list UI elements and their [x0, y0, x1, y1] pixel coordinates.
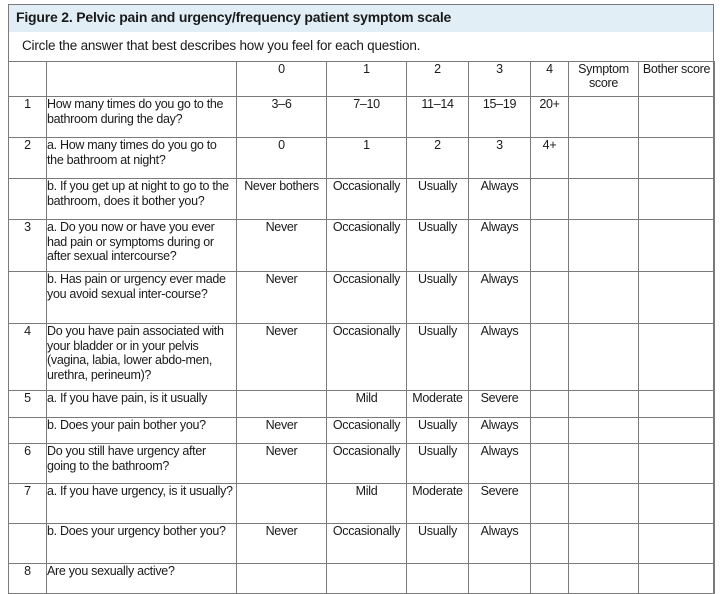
answer-3[interactable]: Always [469, 524, 531, 564]
question-text: b. Has pain or urgency ever made you avoid sexual inter-course? [47, 272, 237, 324]
table-row [9, 391, 715, 418]
row-number: 6 [9, 444, 47, 484]
answer-4[interactable] [531, 391, 569, 418]
answer-2[interactable]: Usually [407, 179, 469, 220]
table-row [9, 138, 715, 179]
table-row [9, 484, 715, 524]
answer-3[interactable]: Always [469, 324, 531, 391]
table-row [9, 97, 715, 138]
answer-3[interactable]: Always [469, 179, 531, 220]
symptom-score-cell[interactable] [569, 564, 639, 594]
answer-4[interactable]: 20+ [531, 97, 569, 138]
question-text: a. Do you now or have you ever had pain or symptoms during or after sexual intercourse? [47, 220, 237, 272]
answer-4[interactable] [531, 484, 569, 524]
answer-3[interactable]: Always [469, 418, 531, 444]
table-row [9, 220, 715, 272]
symptom-score-cell[interactable] [569, 524, 639, 564]
answer-1[interactable]: Occasionally [327, 272, 407, 324]
header-cell: 0 [237, 62, 327, 97]
answer-3[interactable]: Always [469, 444, 531, 484]
answer-1[interactable]: 7–10 [327, 97, 407, 138]
bother-score-cell[interactable] [639, 524, 715, 564]
symptom-score-cell[interactable] [569, 272, 639, 324]
answer-0[interactable]: Never [237, 444, 327, 484]
row-number: 4 [9, 324, 47, 391]
bother-score-cell[interactable] [639, 220, 715, 272]
row-number [9, 272, 47, 324]
instructions: Circle the answer that best describes how you feel for each question. [22, 38, 421, 53]
symptom-score-cell[interactable] [569, 418, 639, 444]
symptom-score-header: Symptom score [569, 62, 639, 97]
answer-2[interactable]: Usually [407, 272, 469, 324]
bother-score-cell[interactable] [639, 179, 715, 220]
question-text: a. If you have pain, is it usually [47, 391, 237, 418]
answer-1[interactable]: Occasionally [327, 324, 407, 391]
question-text: a. How many times do you go to the bathroom at night? [47, 138, 237, 179]
answer-0[interactable] [237, 484, 327, 524]
row-number: 3 [9, 220, 47, 272]
row-number: 8 [9, 564, 47, 594]
answer-1[interactable]: Occasionally [327, 220, 407, 272]
answer-2[interactable]: Usually [407, 324, 469, 391]
bother-score-cell[interactable] [639, 391, 715, 418]
answer-0[interactable]: 3–6 [237, 97, 327, 138]
table-row [9, 418, 715, 444]
symptom-score-cell[interactable] [569, 391, 639, 418]
answer-3[interactable]: Severe [469, 391, 531, 418]
answer-1[interactable]: Mild [327, 391, 407, 418]
answer-3[interactable]: Always [469, 220, 531, 272]
bother-score-cell[interactable] [639, 97, 715, 138]
row-number: 7 [9, 484, 47, 524]
table-row [9, 272, 715, 324]
answer-0[interactable]: Never [237, 272, 327, 324]
answer-2[interactable]: 11–14 [407, 97, 469, 138]
answer-1[interactable]: Occasionally [327, 524, 407, 564]
header-cell: 3 [469, 62, 531, 97]
answer-0[interactable] [237, 391, 327, 418]
header-cell [47, 62, 237, 97]
symptom-score-cell[interactable] [569, 220, 639, 272]
symptom-score-cell[interactable] [569, 444, 639, 484]
answer-2[interactable]: Usually [407, 418, 469, 444]
answer-3[interactable]: Always [469, 272, 531, 324]
bother-score-cell[interactable] [639, 484, 715, 524]
answer-0[interactable]: 0 [237, 138, 327, 179]
table-row [9, 179, 715, 220]
bother-score-cell[interactable] [639, 138, 715, 179]
answer-1[interactable] [327, 564, 407, 594]
row-number [9, 179, 47, 220]
header-row [9, 62, 715, 97]
header-cell [9, 62, 47, 97]
answer-4[interactable] [531, 524, 569, 564]
symptom-score-cell[interactable] [569, 138, 639, 179]
row-number [9, 524, 47, 564]
table-row [9, 324, 715, 391]
table-row [9, 444, 715, 484]
bother-score-cell[interactable] [639, 272, 715, 324]
bother-score-cell[interactable] [639, 444, 715, 484]
answer-3[interactable]: 15–19 [469, 97, 531, 138]
answer-1[interactable]: Occasionally [327, 444, 407, 484]
header-cell: 1 [327, 62, 407, 97]
answer-0[interactable]: Never [237, 524, 327, 564]
answer-4[interactable] [531, 564, 569, 594]
answer-4[interactable] [531, 220, 569, 272]
question-text: Are you sexually active? [47, 564, 237, 594]
answer-4[interactable] [531, 272, 569, 324]
symptom-score-cell[interactable] [569, 97, 639, 138]
answer-2[interactable]: Moderate [407, 484, 469, 524]
answer-0[interactable] [237, 564, 327, 594]
symptom-score-cell[interactable] [569, 179, 639, 220]
question-text: b. Does your pain bother you? [47, 418, 237, 444]
answer-4[interactable] [531, 444, 569, 484]
table-row [9, 564, 715, 594]
answer-2[interactable]: Usually [407, 220, 469, 272]
question-text: Do you have pain associated with your bladder or in your pelvis (vagina, labia, lower abdo-men, urethra, perineum)? [47, 324, 237, 391]
answer-4[interactable]: 4+ [531, 138, 569, 179]
answer-2[interactable]: Usually [407, 444, 469, 484]
answer-4[interactable] [531, 418, 569, 444]
answer-3[interactable]: Severe [469, 484, 531, 524]
symptom-score-cell[interactable] [569, 484, 639, 524]
figure-title: Figure 2. Pelvic pain and urgency/frequency patient symptom scale [16, 9, 452, 25]
question-text: Do you still have urgency after going to the bathroom? [47, 444, 237, 484]
question-text: a. If you have urgency, is it usually? [47, 484, 237, 524]
question-text: How many times do you go to the bathroom during the day? [47, 97, 237, 138]
header-cell: 2 [407, 62, 469, 97]
question-text: b. If you get up at night to go to the bathroom, does it bother you? [47, 179, 237, 220]
bother-score-cell[interactable] [639, 564, 715, 594]
bother-score-cell[interactable] [639, 418, 715, 444]
answer-1[interactable]: 1 [327, 138, 407, 179]
answer-2[interactable]: 2 [407, 138, 469, 179]
answer-3[interactable] [469, 564, 531, 594]
row-number: 2 [9, 138, 47, 179]
row-number: 5 [9, 391, 47, 418]
answer-2[interactable] [407, 564, 469, 594]
header-cell: 4 [531, 62, 569, 97]
bother-score-header: Bother score [639, 62, 715, 97]
answer-1[interactable]: Occasionally [327, 179, 407, 220]
answer-0[interactable]: Never bothers [237, 179, 327, 220]
answer-1[interactable]: Occasionally [327, 418, 407, 444]
answer-0[interactable]: Never [237, 418, 327, 444]
answer-2[interactable]: Moderate [407, 391, 469, 418]
answer-0[interactable]: Never [237, 220, 327, 272]
bother-score-cell[interactable] [639, 324, 715, 391]
row-number: 1 [9, 97, 47, 138]
answer-0[interactable]: Never [237, 324, 327, 391]
answer-3[interactable]: 3 [469, 138, 531, 179]
question-text: b. Does your urgency bother you? [47, 524, 237, 564]
row-number [9, 418, 47, 444]
answer-4[interactable] [531, 179, 569, 220]
answer-4[interactable] [531, 324, 569, 391]
symptom-score-cell[interactable] [569, 324, 639, 391]
answer-2[interactable]: Usually [407, 524, 469, 564]
symptom-scale-table [8, 61, 715, 594]
answer-1[interactable]: Mild [327, 484, 407, 524]
table-row [9, 524, 715, 564]
